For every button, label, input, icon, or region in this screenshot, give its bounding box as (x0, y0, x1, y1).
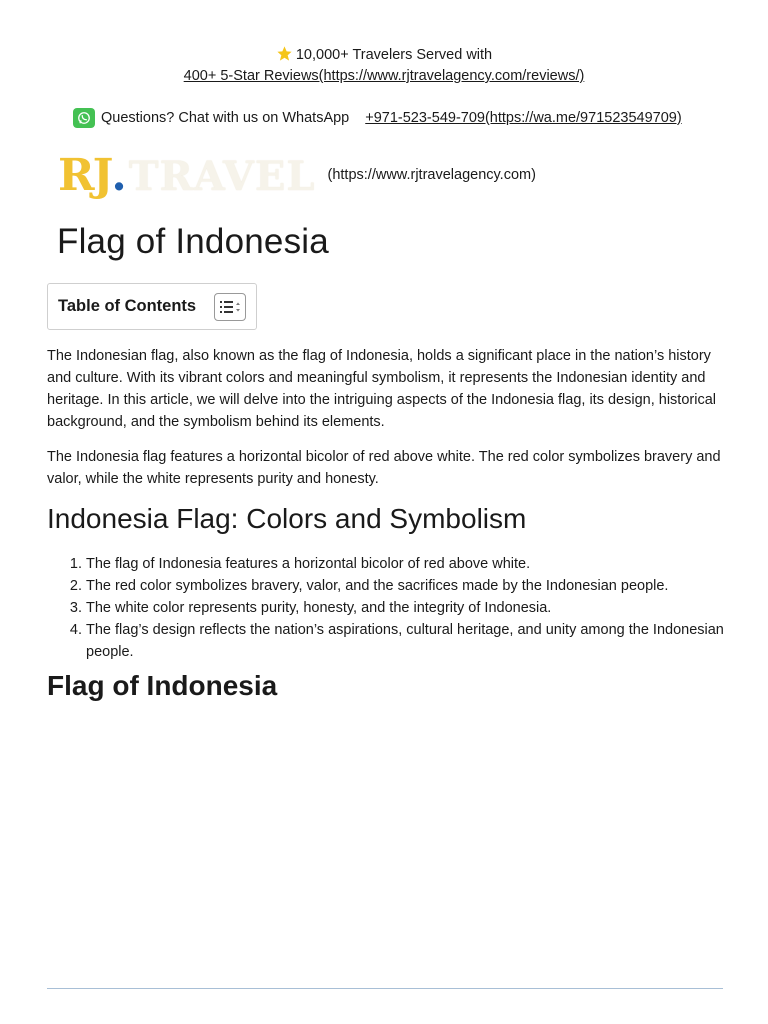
whatsapp-contact-row (73, 108, 682, 128)
whatsapp-icon (73, 108, 95, 128)
intro-paragraph: The Indonesian flag, also known as the flag of Indonesia, holds a significant place in the nation’s history and culture. With its vibrant colors and meaningful symbolism, it represents the Indonesian identity and heritage. In this article, we will delve into the intriguing aspects of the Indonesia flag, its design, historical background, and the symbolism behind its elements. (47, 348, 716, 430)
reviews-link[interactable]: 400+ 5-Star Reviews(https://www.rjtravelagency.com/reviews/) (183, 68, 585, 84)
list-icon (219, 300, 241, 314)
logo-dot: . (111, 150, 127, 201)
symbolism-list (47, 553, 766, 663)
footer-divider (47, 988, 723, 989)
list-item: 3. The white color represents purity, honesty, and the integrity of Indonesia. (86, 597, 766, 619)
logo-rj-text: RJ (58, 150, 112, 201)
section-heading-flag: Flag of Indonesia (47, 670, 278, 701)
toc-title: Table of Contents (58, 297, 197, 315)
travelers-text: 10,000+ Travelers Served with (295, 47, 493, 63)
table-of-contents (47, 283, 257, 330)
list-item: 1. The flag of Indonesia features a horizontal bicolor of red above white. (86, 553, 766, 575)
rj-travel-logo[interactable] (58, 150, 316, 200)
logo-row (58, 150, 536, 200)
logo-travel-text: TRAVEL (128, 153, 316, 200)
travelers-banner (0, 45, 768, 64)
whatsapp-phone-link[interactable]: +971-523-549-709(https://wa.me/971523549709) (365, 110, 682, 126)
section-heading-colors-symbolism: Indonesia Flag: Colors and Symbolism (47, 503, 527, 534)
star-icon (276, 45, 293, 62)
logo-url: (https://www.rjtravelagency.com) (327, 167, 536, 183)
page-title: Flag of Indonesia (57, 222, 329, 261)
list-item: 4. The flag’s design reflects the nation’s aspirations, cultural heritage, and unity among the Indonesian people. (86, 619, 766, 663)
list-item: 2. The red color symbolizes bravery, valor, and the sacrifices made by the Indonesian people. (86, 575, 766, 597)
toc-toggle-button[interactable] (214, 293, 246, 321)
features-paragraph: The Indonesia flag features a horizontal bicolor of red above white. The red color symbolizes bravery and valor, while the white represents purity and honesty. (47, 449, 721, 487)
whatsapp-text: Questions? Chat with us on WhatsApp (101, 110, 350, 126)
